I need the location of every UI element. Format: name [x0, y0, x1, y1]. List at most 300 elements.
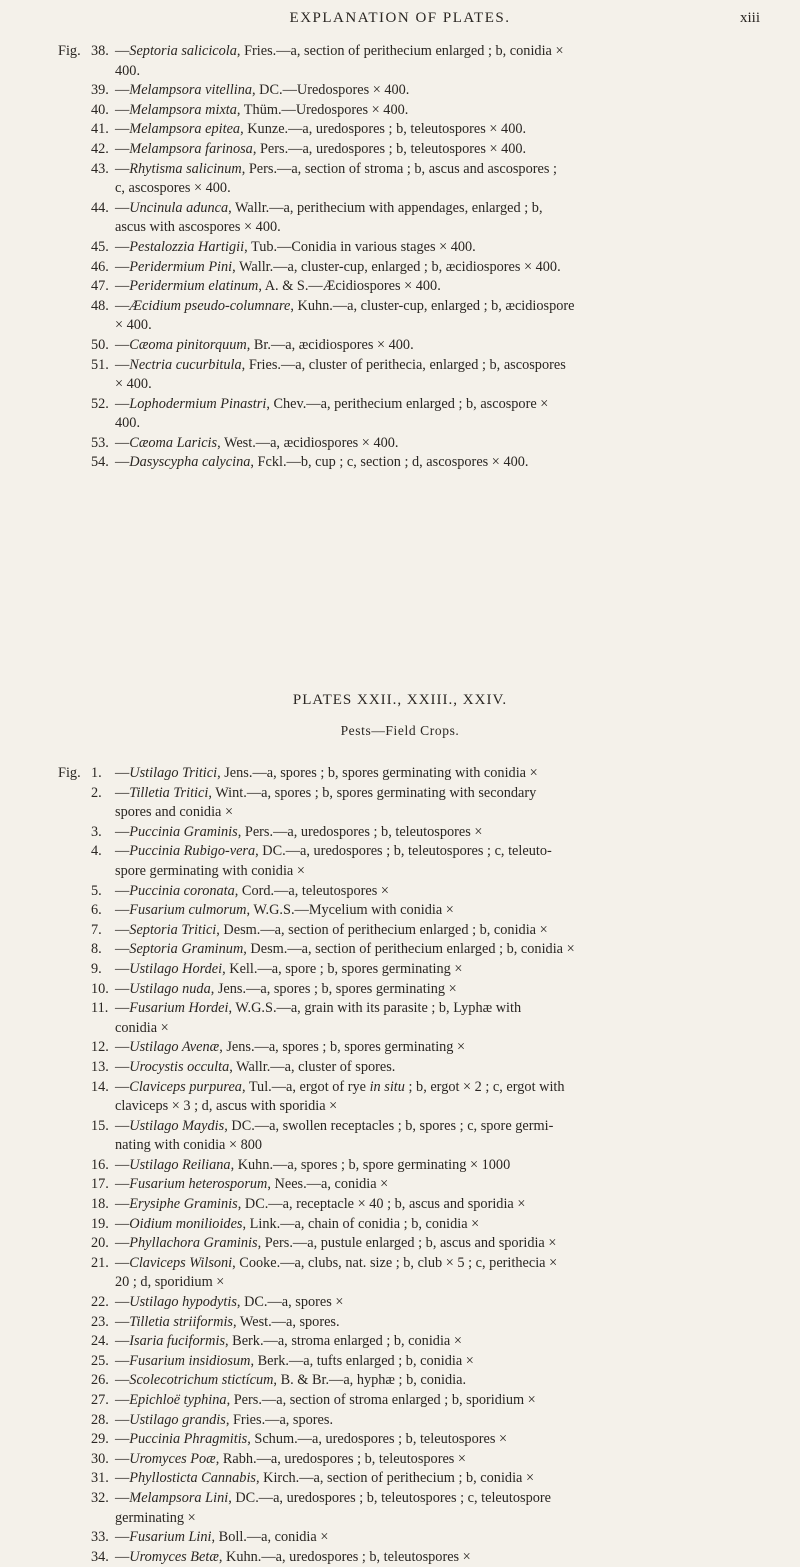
species-name: Fusarium Hordei [129, 1000, 229, 1017]
figure-number: 48. [91, 297, 109, 314]
entry-line [91, 862, 760, 882]
entry-text: , W.G.S.—a, grain with its parasite ; b, Lyphæ with [228, 1000, 522, 1017]
entry-line [91, 784, 760, 804]
entry-line [91, 1430, 760, 1450]
entry-text: — [115, 1000, 130, 1017]
entry-text: , B. & Br.—a, hyphæ ; b, conidia. [273, 1372, 467, 1389]
plate-entries-list [58, 42, 760, 473]
figure-number: 6. [91, 902, 102, 919]
entry-text: , Desm.—a, section of perithecium enlarged ; b, conidia × [216, 921, 548, 938]
figure-number: 13. [91, 1058, 109, 1075]
figure-entry [58, 1156, 760, 1176]
entry-text: , Thüm.—Uredospores × 400. [236, 101, 409, 118]
entry-text: — [115, 784, 130, 801]
entry-text: , Pers.—a, section of stroma enlarged ; b, sporidium × [226, 1392, 536, 1408]
species-name: Cæoma Laricis [129, 434, 218, 451]
entry-line [91, 316, 760, 336]
fig-label [58, 842, 91, 881]
entry-line [91, 1254, 760, 1274]
entry-text: — [115, 395, 130, 412]
entry-line [91, 1313, 760, 1333]
entry-text: , DC.—a, uredospores ; b, teleutospores ; c, teleuto- [255, 843, 552, 860]
entry-text: — [115, 258, 130, 275]
species-name: Puccinia Phragmitis [129, 1431, 248, 1448]
entry-text: , Kirch.—a, section of perithecium ; b, conidia × [255, 1470, 535, 1487]
entry-line [91, 764, 760, 784]
entry-text: — [115, 356, 130, 373]
fig-label [58, 434, 91, 454]
entry-text: , Cooke.—a, clubs, nat. size ; b, club × 5 ; c, perithecia × [232, 1254, 558, 1271]
species-name: Cæoma pinitorquum [129, 336, 247, 353]
species-name: Septoria Tritici [129, 921, 217, 938]
figure-number: 26. [91, 1372, 109, 1389]
figure-entry [58, 1058, 760, 1078]
fig-label [58, 980, 91, 1000]
species-name: Ustilago hypodytis [129, 1294, 237, 1311]
figure-number: 1. [91, 765, 102, 781]
fig-label [58, 1215, 91, 1235]
figure-entry [58, 238, 760, 258]
figure-number: 21. [91, 1254, 109, 1271]
figure-entry [58, 784, 760, 823]
entry-text: — [115, 1235, 130, 1252]
entry-text: , Wint.—a, spores ; b, spores germinating with secondary [208, 784, 537, 801]
entry-text: , Pers.—a, uredospores ; b, teleutospores × [237, 823, 483, 840]
entry-line [91, 62, 760, 82]
figure-entry [58, 1195, 760, 1215]
entry-text: , Fries.—a, cluster of perithecia, enlarged ; b, ascospores [241, 356, 566, 373]
figure-number: 20. [91, 1235, 109, 1252]
species-name: in situ [369, 1078, 405, 1095]
fig-label [58, 999, 91, 1038]
entry-line [91, 1234, 760, 1254]
entry-line [91, 414, 760, 434]
entry-line [91, 356, 760, 376]
fig-label [58, 356, 91, 395]
entry-text: , Pers.—a, section of stroma ; b, ascus and ascospores ; [241, 160, 557, 177]
entry-text: claviceps × 3 ; d, ascus with sporidia × [115, 1098, 338, 1115]
species-name: Epichloë typhina [129, 1392, 227, 1408]
entry-line [91, 1117, 760, 1137]
entry-line [91, 120, 760, 140]
fig-label [58, 1195, 91, 1215]
figure-number: 51. [91, 356, 109, 373]
entry-text: ; b, ergot × 2 ; c, ergot with [404, 1078, 565, 1095]
fig-label [58, 784, 91, 823]
entry-text: — [115, 1176, 130, 1193]
figure-number: 33. [91, 1529, 109, 1546]
figure-entry [58, 1175, 760, 1195]
entry-text: , West.—a, æcidiospores × 400. [217, 434, 399, 451]
plates-subheading: Pests—Field Crops. [340, 723, 460, 738]
figure-entry [58, 1234, 760, 1254]
species-name: Claviceps Wilsoni [129, 1254, 233, 1271]
figure-entry [58, 1313, 760, 1333]
entry-text: — [115, 921, 130, 938]
species-name: Phyllosticta Cannabis [129, 1470, 256, 1487]
entry-line [91, 882, 760, 902]
figure-entry [58, 1548, 760, 1567]
fig-label [58, 1293, 91, 1313]
species-name: Oidium monilioides [129, 1215, 243, 1232]
fig-label [58, 1430, 91, 1450]
figure-number: 38. [91, 43, 109, 59]
entry-text: nating with conidia × 800 [115, 1137, 263, 1154]
entry-line [91, 1469, 760, 1489]
entry-text: , Tub.—Conidia in various stages × 400. [244, 238, 476, 255]
figure-entry [58, 434, 760, 454]
entry-line [91, 1195, 760, 1215]
figure-number: 29. [91, 1431, 109, 1448]
entry-line [91, 1293, 760, 1313]
entry-line [91, 1450, 760, 1470]
fig-label [58, 901, 91, 921]
figure-entry [58, 921, 760, 941]
species-name: Melampsora mixta [129, 101, 237, 118]
entry-line [91, 1097, 760, 1117]
entry-line [91, 1548, 760, 1567]
figure-number: 34. [91, 1548, 109, 1565]
figure-number: 50. [91, 336, 109, 353]
species-name: Uncinula adunca [129, 199, 229, 216]
figure-number: 4. [91, 843, 102, 860]
entry-text: — [115, 823, 130, 840]
species-name: Ustilago nuda [129, 980, 211, 997]
entry-text: — [115, 1548, 130, 1565]
entry-text: — [115, 980, 130, 997]
entry-text: — [115, 1254, 130, 1271]
figure-number: 46. [91, 258, 109, 275]
species-name: Uromyces Betæ [129, 1548, 219, 1565]
entry-text: , Br.—a, æcidiospores × 400. [246, 336, 414, 353]
entry-line [91, 336, 760, 356]
species-name: Peridermium Pini [129, 258, 233, 275]
entry-text: — [115, 1489, 130, 1506]
entry-text: — [115, 1431, 130, 1448]
figure-number: 43. [91, 160, 109, 177]
fig-label [58, 960, 91, 980]
species-name: Isaria fuciformis [129, 1333, 226, 1350]
figure-entry [58, 120, 760, 140]
fig-label [58, 1450, 91, 1470]
species-name: Æcidium pseudo-columnare [129, 297, 291, 314]
entry-line [91, 842, 760, 862]
species-name: Rhytisma salicinum [129, 160, 242, 177]
entry-text: , DC.—a, receptacle × 40 ; b, ascus and sporidia × [237, 1196, 526, 1213]
figure-entry [58, 395, 760, 434]
entry-text: , Boll.—a, conidia × [211, 1529, 329, 1546]
entry-text: — [115, 1392, 130, 1408]
entry-line [91, 1371, 760, 1391]
figure-number: 52. [91, 395, 109, 412]
entry-text: , Kunze.—a, uredospores ; b, teleutospores × 400. [240, 121, 527, 138]
species-name: Uromyces Poæ [129, 1450, 216, 1467]
fig-label: Fig. [58, 43, 81, 59]
figure-entry [58, 1391, 760, 1411]
entry-text: ascus with ascospores × 400. [115, 219, 281, 236]
figure-entry [58, 277, 760, 297]
species-name: Scolecotrichum stictícum [129, 1372, 274, 1389]
species-name: Ustilago Avenæ [129, 1039, 220, 1056]
figure-number: 19. [91, 1215, 109, 1232]
figure-entry [58, 823, 760, 843]
entry-line [91, 1391, 760, 1411]
entry-text: — [115, 1411, 130, 1428]
figure-entry [58, 140, 760, 160]
entry-line [91, 1175, 760, 1195]
figure-entry [58, 1411, 760, 1431]
species-name: Septoria Graminum [129, 941, 244, 958]
entry-text: , Pers.—a, uredospores ; b, teleutospores × 400. [252, 140, 527, 157]
species-name: Melampsora farinosa [129, 140, 253, 157]
entry-text: spore germinating with conidia × [115, 862, 305, 879]
species-name: Melampsora Lini [129, 1489, 229, 1506]
species-name: Ustilago Tritici [129, 765, 218, 781]
figure-entry [58, 764, 760, 784]
fig-label [58, 1175, 91, 1195]
fig-label [58, 921, 91, 941]
entry-text: , Tul.—a, ergot of rye [241, 1078, 370, 1095]
entry-text: c, ascospores × 400. [115, 180, 231, 197]
figure-entry [58, 1215, 760, 1235]
figure-entry [58, 42, 760, 81]
figure-number: 9. [91, 960, 102, 977]
entry-line [91, 980, 760, 1000]
figure-entry [58, 1254, 760, 1293]
entry-line [91, 1411, 760, 1431]
entry-text: , W.G.S.—Mycelium with conidia × [246, 902, 454, 919]
entry-line [91, 1136, 760, 1156]
entry-line [91, 199, 760, 219]
figure-entry [58, 999, 760, 1038]
figure-entry [58, 1078, 760, 1117]
entry-text: — [115, 160, 130, 177]
figure-entry [58, 1117, 760, 1156]
entry-line [91, 1352, 760, 1372]
entry-text: 400. [115, 415, 141, 432]
species-name: Urocystis occulta [129, 1058, 230, 1075]
entry-line [91, 1078, 760, 1098]
figure-entry [58, 1430, 760, 1450]
species-name: Ustilago grandis [129, 1411, 226, 1428]
entry-line [91, 277, 760, 297]
entry-text: × 400. [115, 317, 152, 334]
species-name: Tilletia striiformis [129, 1313, 233, 1330]
entry-text: , West.—a, spores. [232, 1313, 340, 1330]
figure-entry [58, 356, 760, 395]
figure-entry [58, 81, 760, 101]
fig-label [58, 1078, 91, 1117]
entry-line [91, 453, 760, 473]
fig-label [58, 1313, 91, 1333]
entry-text: — [115, 960, 130, 977]
figure-entry [58, 1371, 760, 1391]
entry-text: — [115, 882, 130, 899]
entry-line [91, 258, 760, 278]
entry-text: — [115, 121, 130, 138]
page-number: xiii [739, 10, 760, 26]
entry-text: — [115, 434, 130, 451]
entry-text: — [115, 902, 130, 919]
figure-entry [58, 882, 760, 902]
fig-label [58, 1352, 91, 1372]
figure-number: 17. [91, 1176, 109, 1193]
entry-text: , Jens.—a, spores ; b, spores germinating × [219, 1039, 466, 1056]
figure-entry [58, 297, 760, 336]
fig-label [58, 1411, 91, 1431]
entry-text: — [115, 1039, 130, 1056]
fig-label [58, 1489, 91, 1528]
figure-entry [58, 453, 760, 473]
fig-label [58, 1117, 91, 1156]
entry-line [91, 395, 760, 415]
fig-label [58, 1371, 91, 1391]
entry-text: — [115, 1372, 130, 1389]
fig-label [58, 1332, 91, 1352]
figure-number: 7. [91, 921, 102, 938]
figure-number: 23. [91, 1313, 109, 1330]
species-name: Fusarium heterosporum [129, 1176, 268, 1193]
entry-text: , Kuhn.—a, uredospores ; b, teleutospores × [218, 1548, 471, 1565]
entry-text: — [115, 843, 130, 860]
fig-label [58, 1469, 91, 1489]
figure-entry [58, 901, 760, 921]
figure-entry [58, 101, 760, 121]
entry-text: , Schum.—a, uredospores ; b, teleutospores × [247, 1431, 508, 1448]
entry-line [91, 179, 760, 199]
figure-number: 32. [91, 1489, 109, 1506]
entry-line [91, 1058, 760, 1078]
entry-line [91, 160, 760, 180]
entry-text: — [115, 278, 130, 295]
figure-number: 15. [91, 1117, 109, 1134]
figure-entry [58, 336, 760, 356]
entry-line [91, 1528, 760, 1548]
figure-entry [58, 1528, 760, 1548]
fig-label [58, 81, 91, 101]
entry-text: , Wallr.—a, cluster of spores. [229, 1058, 396, 1075]
figure-number: 3. [91, 823, 102, 840]
figure-number: 22. [91, 1294, 109, 1311]
entry-text: — [115, 1196, 130, 1213]
species-name: Phyllachora Graminis [129, 1235, 258, 1252]
entry-line [91, 238, 760, 258]
species-name: Erysiphe Graminis [129, 1196, 238, 1213]
fig-label [58, 1156, 91, 1176]
species-name: Fusarium culmorum [129, 902, 247, 919]
entry-line [91, 1273, 760, 1293]
entry-text: , DC.—Uredospores × 400. [252, 82, 410, 99]
fig-label [58, 1254, 91, 1293]
figure-number: 31. [91, 1470, 109, 1487]
entry-line [91, 921, 760, 941]
figure-number: 28. [91, 1411, 109, 1428]
figure-number: 53. [91, 434, 109, 451]
entry-text: , Kuhn.—a, cluster-cup, enlarged ; b, æcidiospore [290, 297, 575, 314]
entry-text: , Wallr.—a, perithecium with appendages, enlarged ; b, [228, 199, 543, 216]
figure-entry [58, 1469, 760, 1489]
species-name: Ustilago Hordei [129, 960, 223, 977]
entry-line [91, 1156, 760, 1176]
fig-label [58, 1058, 91, 1078]
fig-label [58, 1038, 91, 1058]
fig-label [58, 160, 91, 199]
entry-text: , Kuhn.—a, spores ; b, spore germinating × 1000 [230, 1156, 511, 1173]
entry-text: 20 ; d, sporidium × [115, 1274, 225, 1291]
entry-text: — [115, 82, 130, 99]
entry-text: , DC.—a, swollen receptacles ; b, spores ; c, spore germi- [224, 1117, 554, 1134]
entry-text: , Wallr.—a, cluster-cup, enlarged ; b, æcidiospores × 400. [232, 258, 561, 275]
species-name: Fusarium insidiosum [129, 1352, 251, 1369]
figure-number: 8. [91, 941, 102, 958]
entry-line [91, 823, 760, 843]
entry-text: , Berk.—a, tufts enlarged ; b, conidia × [250, 1352, 474, 1369]
figure-number: 5. [91, 882, 102, 899]
entry-line [91, 42, 760, 62]
fig-label [58, 258, 91, 278]
entry-line [91, 297, 760, 317]
entry-text: conidia × [115, 1019, 169, 1036]
species-name: Pestalozzia Hartigii [129, 238, 245, 255]
entry-text: , A. & S.—Æcidiospores × 400. [258, 278, 441, 295]
entry-text: — [115, 101, 130, 118]
entry-text: , Chev.—a, perithecium enlarged ; b, ascospore × [266, 395, 549, 412]
entry-text: — [115, 199, 130, 216]
figure-number: 11. [91, 1000, 109, 1017]
entry-line [91, 1509, 760, 1529]
fig-label [58, 453, 91, 473]
entry-text: spores and conidia × [115, 804, 234, 821]
figure-number: 14. [91, 1078, 109, 1095]
figure-entry [58, 199, 760, 238]
figure-entry [58, 1293, 760, 1313]
entry-text: , Desm.—a, section of perithecium enlarged ; b, conidia × [243, 941, 575, 958]
fig-label [58, 120, 91, 140]
entry-text: , Kell.—a, spore ; b, spores germinating × [222, 960, 463, 977]
figure-entry [58, 1450, 760, 1470]
fig-label [58, 1391, 91, 1411]
entry-text: , Jens.—a, spores ; b, spores germinating with conidia × [217, 765, 538, 781]
species-name: Puccinia Graminis [129, 823, 238, 840]
fig-label [58, 1548, 91, 1567]
figure-number: 2. [91, 784, 102, 801]
species-name: Nectria cucurbitula [129, 356, 242, 373]
species-name: Melampsora vitellina [129, 82, 252, 99]
entry-text: germinating × [115, 1509, 196, 1526]
entry-line [91, 434, 760, 454]
entry-line [91, 1215, 760, 1235]
entry-text: , Pers.—a, pustule enlarged ; b, ascus and sporidia × [257, 1235, 557, 1252]
species-name: Lophodermium Pinastri [129, 395, 267, 412]
species-name: Ustilago Maydis [129, 1117, 225, 1134]
entry-text: , Rabh.—a, uredospores ; b, teleutospores × [215, 1450, 466, 1467]
entry-text: , Fckl.—b, cup ; c, section ; d, ascospores × 400. [250, 454, 529, 471]
entry-text: — [115, 1078, 130, 1095]
fig-label [58, 238, 91, 258]
fig-label [58, 140, 91, 160]
entry-text: — [115, 1058, 130, 1075]
entry-text: — [115, 1313, 130, 1330]
figure-entry [58, 160, 760, 199]
figure-entry [58, 980, 760, 1000]
figure-number: 18. [91, 1196, 109, 1213]
running-head: EXPLANATION OF PLATES. [289, 10, 511, 26]
figure-number: 12. [91, 1039, 109, 1056]
fig-label [58, 297, 91, 336]
fig-label [58, 101, 91, 121]
entry-line [91, 1038, 760, 1058]
entry-text: , Fries.—a, spores. [225, 1411, 334, 1428]
